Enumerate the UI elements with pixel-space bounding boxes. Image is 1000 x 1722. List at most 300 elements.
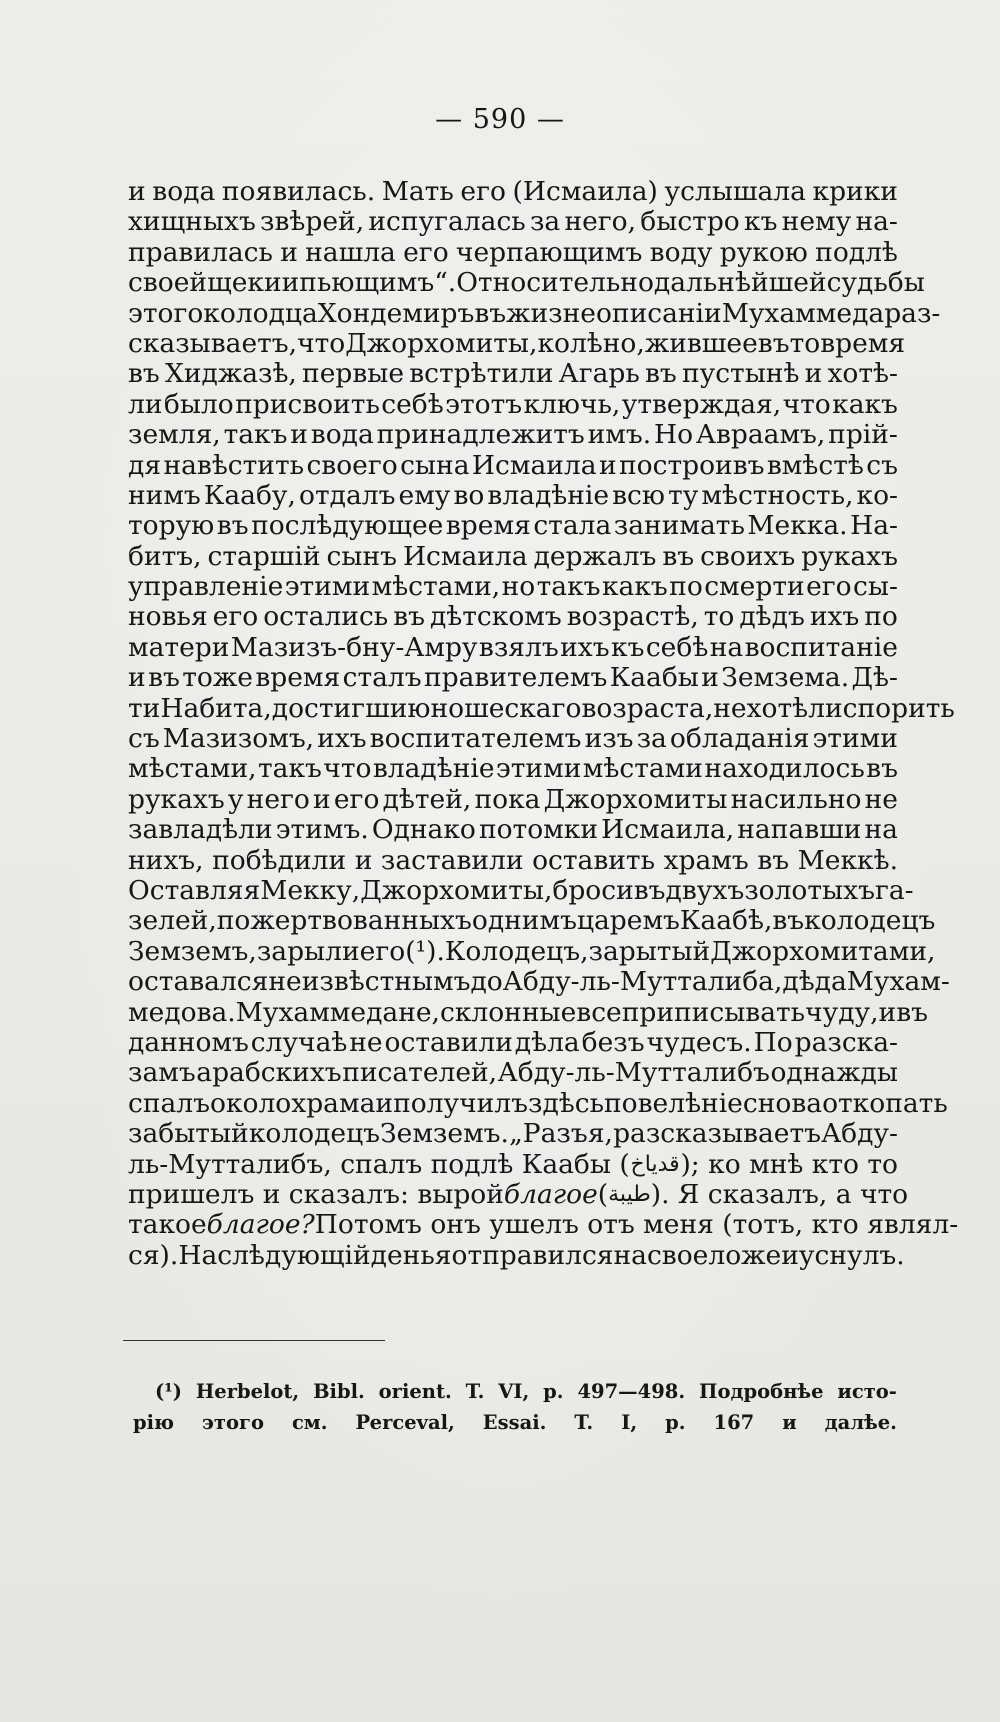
word: въ — [128, 358, 160, 390]
word: Perceval, — [355, 1411, 455, 1434]
word: въ — [896, 996, 928, 1028]
word: см. — [291, 1411, 328, 1434]
word: навѣстить — [163, 449, 305, 481]
open-paren: ( — [597, 1178, 609, 1210]
word: Исмаила — [471, 449, 597, 481]
word: этого — [202, 1411, 264, 1434]
word: въ — [772, 905, 805, 937]
word: побѣдили — [212, 844, 347, 876]
text-line — [128, 1239, 905, 1271]
text-line — [128, 177, 898, 207]
word: къ — [744, 206, 778, 238]
word: въ — [866, 753, 898, 785]
word: него — [246, 783, 310, 815]
word: ему — [398, 479, 451, 511]
word: ключь, — [523, 388, 621, 420]
word: ихъ — [809, 601, 860, 633]
word: подлѣ — [815, 236, 898, 268]
word: пока — [474, 783, 541, 815]
word: разсказываетъ — [613, 1118, 821, 1150]
word: Но — [653, 419, 694, 451]
word: вода — [152, 176, 216, 207]
word: На- — [850, 510, 898, 542]
word: какъ — [832, 388, 898, 420]
word: пустынѣ — [681, 358, 800, 390]
word: я, — [587, 1118, 613, 1150]
word: вмѣстѣ — [766, 449, 864, 481]
word: жизнеописаніи — [506, 297, 722, 329]
word: имъ. — [587, 419, 652, 451]
word: воспитаніе — [744, 631, 898, 663]
word: что — [323, 753, 372, 785]
word: Essai. — [482, 1411, 547, 1434]
word: находилось — [704, 753, 865, 785]
word: владѣніе — [487, 479, 610, 511]
word: не — [864, 783, 898, 815]
word: Джорхомиты — [543, 783, 728, 815]
word: T. — [574, 1411, 594, 1434]
word: Herbelot, — [195, 1380, 300, 1403]
word: на — [709, 631, 744, 663]
word: Колодецъ, — [444, 935, 589, 967]
word: такъ — [536, 571, 601, 603]
word: то — [703, 601, 735, 633]
word: сказываетъ, — [128, 327, 298, 359]
word: воду — [649, 236, 713, 268]
word: пьющимъ“. — [299, 267, 457, 299]
word: зарытый — [588, 935, 711, 967]
word: Относительно — [456, 267, 654, 299]
word: арабскихъ — [196, 1057, 342, 1089]
word: первые — [302, 358, 405, 390]
word: храмъ — [663, 844, 749, 876]
main-paragraph — [128, 176, 959, 1271]
word: и — [280, 236, 298, 268]
word: Земземъ. — [380, 1118, 509, 1150]
text-line — [128, 966, 950, 998]
text-line — [128, 724, 898, 754]
word: замъ — [128, 1057, 196, 1089]
word: разска- — [794, 1026, 898, 1058]
word: въ — [216, 510, 249, 542]
word: въ — [662, 540, 695, 572]
word: занимать — [613, 510, 745, 542]
text-line — [128, 905, 936, 937]
word: отправился — [451, 1239, 614, 1271]
text-line — [128, 1028, 898, 1058]
word: крики — [812, 176, 898, 207]
word: послѣдующее — [251, 510, 444, 542]
word: безъ — [581, 1026, 645, 1058]
word: въ — [757, 844, 790, 876]
text-line — [128, 572, 898, 602]
word: Хиджазѣ, — [164, 358, 297, 390]
text-line — [128, 602, 898, 632]
word: держалъ — [533, 540, 657, 572]
word: царемъ — [576, 905, 680, 937]
word: ко- — [856, 479, 898, 511]
word: напавши — [737, 814, 862, 846]
word: исто- — [837, 1380, 897, 1403]
word: слѣдующій — [217, 1239, 371, 1271]
word: дальнѣйшей — [653, 267, 827, 299]
text-line — [128, 390, 898, 420]
text-line — [128, 633, 898, 663]
word: и — [375, 1087, 394, 1119]
word: медова. — [128, 996, 236, 1028]
word: то — [789, 327, 821, 359]
word: Оставляя — [128, 874, 261, 906]
word: по — [864, 601, 898, 633]
word: спалъ — [128, 1087, 210, 1119]
word: VI, — [498, 1380, 530, 1403]
word: всю — [612, 479, 665, 511]
word: съ — [128, 723, 160, 755]
word: p. — [665, 1411, 686, 1434]
word: случаѣ — [250, 1026, 348, 1058]
word: Дѣ- — [851, 662, 898, 694]
text-line — [128, 297, 941, 329]
word: новья — [128, 601, 208, 633]
word: забытый — [128, 1118, 249, 1150]
text-line — [128, 692, 955, 724]
word: время — [445, 510, 531, 542]
word: мѣстность, — [701, 479, 854, 511]
word: Мухам- — [846, 966, 950, 998]
text-line — [128, 481, 898, 511]
word: и — [281, 267, 300, 299]
word: дѣла — [514, 1026, 580, 1058]
word: Каабу, — [203, 479, 296, 511]
word: торую — [128, 510, 215, 542]
word: Мать — [381, 176, 454, 207]
word: здѣсь — [527, 1087, 605, 1119]
word: насильно — [730, 783, 862, 815]
word: 167 — [713, 1411, 755, 1434]
footnote-divider — [123, 1340, 385, 1341]
word: Исмаила — [402, 540, 528, 572]
word: владѣніе — [372, 753, 495, 785]
word: во — [453, 479, 485, 511]
text-line — [128, 935, 936, 967]
word: Абду-ль-Мутталиба, — [502, 966, 783, 998]
word: данномъ — [128, 1026, 249, 1058]
footnotes — [133, 1376, 897, 1438]
word: день — [370, 1239, 435, 1271]
word: его — [806, 571, 852, 603]
word: черпающимъ — [455, 236, 643, 268]
word: какъ — [601, 571, 668, 603]
arabic-word: طيبة — [608, 1181, 651, 1207]
word: земля, — [128, 419, 221, 451]
word: было — [163, 388, 234, 420]
word: рукахъ — [801, 540, 898, 572]
word: Джорхомитами, — [710, 935, 936, 967]
word: этотъ — [445, 388, 523, 420]
text-line — [128, 451, 898, 481]
word: сына — [400, 449, 470, 481]
word: чуду, — [805, 996, 879, 1028]
line-text-after: ). Я сказалъ, а что — [650, 1178, 909, 1210]
word: судьбы — [826, 267, 925, 299]
word: „Разъ — [509, 1118, 588, 1150]
word: Земзема. — [721, 662, 850, 694]
page-number: — 590 — — [435, 104, 565, 135]
word: воспитателемъ — [369, 723, 582, 755]
word: тоже — [182, 662, 253, 694]
word: Хондемиръ — [317, 297, 475, 329]
text-line — [128, 1119, 898, 1149]
word: Набита, — [160, 692, 272, 724]
word: битъ, — [128, 540, 202, 572]
word: въ — [148, 662, 180, 694]
word: этими — [812, 723, 898, 755]
word: нехотѣли — [713, 692, 843, 724]
word: стала — [533, 510, 612, 542]
word: Исмаила, — [601, 814, 735, 846]
word: и — [354, 844, 373, 876]
word: бросивъ — [552, 874, 666, 906]
word: этимъ. — [275, 814, 369, 846]
word: мѣстами, — [128, 753, 257, 785]
word: не — [349, 1026, 383, 1058]
word: T. — [465, 1380, 485, 1403]
arabic-word: قدياخ — [630, 1151, 680, 1177]
word: пожертвованныхъ — [216, 905, 472, 937]
text-line — [128, 267, 925, 299]
word: Однако — [371, 814, 476, 846]
word: сы- — [853, 571, 898, 603]
word: сынъ — [326, 540, 397, 572]
word: матери — [128, 631, 230, 663]
word: присвоить — [235, 388, 380, 420]
word: Абду- — [821, 1118, 898, 1150]
word: писателей, — [342, 1057, 498, 1089]
word: щеки — [207, 267, 282, 299]
footnote-line — [155, 1376, 897, 1407]
word: своихъ — [700, 540, 796, 572]
word: колодецъ — [804, 905, 936, 937]
word: все — [576, 996, 622, 1028]
word: Агарь — [558, 358, 640, 390]
word: ли — [128, 388, 163, 420]
word: за — [529, 206, 561, 238]
word: что — [782, 388, 831, 420]
word: возрастѣ, — [566, 601, 699, 633]
word: изъ — [584, 723, 634, 755]
word: ихъ — [560, 631, 610, 663]
word: уснулъ. — [798, 1239, 905, 1271]
word: (¹). — [405, 935, 445, 967]
word: его — [212, 601, 259, 633]
word: зелей, — [128, 905, 217, 937]
text-line — [128, 238, 898, 268]
word: хотѣ- — [827, 358, 898, 390]
text-line-arabic-1 — [128, 1150, 898, 1180]
word: повелѣніе — [604, 1087, 743, 1119]
word: себѣ — [381, 388, 444, 420]
word: рію — [133, 1411, 175, 1434]
text-line-arabic-2 — [128, 1178, 909, 1210]
word: далѣе. — [824, 1411, 897, 1434]
word: оставили — [384, 1026, 513, 1058]
word: правителемъ — [424, 662, 608, 694]
word: испугалась — [368, 206, 526, 238]
word: оставался — [128, 966, 269, 998]
word: утверждая, — [621, 388, 782, 420]
text-line — [128, 874, 914, 906]
word: звѣрей, — [260, 206, 365, 238]
word: 497—498. — [577, 1380, 686, 1403]
word: него, — [564, 206, 637, 238]
word: построивъ — [619, 449, 765, 481]
word: дѣдъ — [739, 601, 805, 633]
word: храма — [291, 1087, 376, 1119]
italic-word: благое — [503, 1178, 598, 1210]
text-line-italic — [128, 1209, 959, 1241]
word: на — [864, 814, 898, 846]
word: у — [227, 783, 244, 815]
text-line — [128, 815, 898, 845]
footnote-line — [133, 1407, 897, 1438]
word: I, — [621, 1411, 638, 1434]
word: въ — [644, 358, 677, 390]
word: до — [470, 966, 503, 998]
word: и — [598, 449, 617, 481]
word: откопать — [822, 1087, 948, 1119]
word: я — [434, 1239, 452, 1271]
word: встрѣтили — [409, 358, 554, 390]
word: обладанія — [669, 723, 810, 755]
word: заставили — [380, 844, 524, 876]
word: нашла — [305, 236, 396, 268]
word: мѣстами, — [371, 571, 501, 603]
word: золотыхъ — [744, 874, 875, 906]
word: за — [636, 723, 667, 755]
word: и — [701, 662, 719, 694]
word: нимъ — [128, 479, 201, 511]
word: смерти — [704, 571, 805, 603]
word: но — [501, 571, 536, 603]
text-line — [128, 1058, 898, 1088]
word: сталъ — [342, 662, 422, 694]
word: и — [782, 1411, 797, 1434]
word: быстро — [640, 206, 740, 238]
text-line — [128, 542, 898, 572]
text-line — [128, 996, 928, 1028]
word: Мекка. — [747, 510, 848, 542]
word: и — [128, 662, 146, 694]
word: оставить — [532, 844, 656, 876]
word: этими — [495, 753, 582, 785]
word: и — [290, 419, 308, 451]
word: Джорхомиты, — [360, 874, 553, 906]
word: неизвѣстнымъ — [268, 966, 471, 998]
text-line — [128, 511, 898, 541]
word: и — [878, 996, 897, 1028]
word: Авраамъ, — [695, 419, 826, 451]
word: Bibl. — [313, 1380, 365, 1403]
line-text-before: ль-Мутталибъ, спалъ подлѣ Каабы ( — [128, 1148, 630, 1180]
word: такъ — [223, 419, 288, 451]
italic-word: благое? — [206, 1209, 315, 1241]
word: достигши — [271, 692, 408, 724]
word: въ — [393, 601, 425, 633]
word: приписывать — [621, 996, 806, 1028]
word: и — [313, 783, 331, 815]
word: ложе — [708, 1239, 782, 1271]
word: ту — [668, 479, 699, 511]
word: своего — [306, 449, 398, 481]
word: снова — [742, 1087, 823, 1119]
word: ти — [128, 692, 161, 724]
word: га- — [874, 874, 914, 906]
word: По — [753, 1026, 793, 1058]
word: Джорхомиты, — [345, 327, 538, 359]
word: этими — [284, 571, 371, 603]
word: Мазизомъ, — [162, 723, 315, 755]
word: завладѣли — [128, 814, 273, 846]
word: управленіе — [128, 571, 284, 603]
word: этого — [128, 297, 204, 329]
word: (Исмаила) — [512, 176, 658, 207]
text-line — [128, 207, 898, 237]
word: (¹) — [155, 1380, 182, 1403]
word: и — [781, 1239, 799, 1271]
word: зарыли — [256, 935, 360, 967]
word: прій- — [828, 419, 898, 451]
word: чудесъ. — [646, 1026, 752, 1058]
word: и — [804, 358, 823, 390]
word: раз- — [884, 297, 941, 329]
word: Абду-ль-Мутталибъ — [497, 1057, 770, 1089]
line-text-before: такое — [128, 1209, 207, 1241]
word: нихъ, — [128, 844, 204, 876]
word: ихъ — [317, 723, 367, 755]
word: склонные — [439, 996, 577, 1028]
word: его — [460, 176, 506, 207]
text-line — [128, 327, 906, 359]
word: Каабы — [609, 662, 699, 694]
word: что — [297, 327, 346, 359]
word: себѣ — [645, 631, 709, 663]
word: дя — [128, 449, 162, 481]
word: къ — [611, 631, 645, 663]
word: принадлежитъ — [376, 419, 585, 451]
word: такъ — [258, 753, 322, 785]
word: Мухаммеда — [721, 297, 885, 329]
word: отдалъ — [299, 479, 396, 511]
word: жившее — [644, 327, 758, 359]
text-line — [128, 359, 898, 389]
word: остались — [263, 601, 389, 633]
word: возраста, — [581, 692, 714, 724]
word: Земземъ, — [128, 935, 257, 967]
word: колѣно, — [537, 327, 645, 359]
word: хищныхъ — [128, 206, 256, 238]
word: Мазизъ-бну-Амру — [230, 631, 478, 663]
word: въ — [474, 297, 507, 329]
line-text-after: ); ко мнѣ кто то — [680, 1148, 898, 1180]
word: orient. — [378, 1380, 452, 1403]
word: дѣтей, — [382, 783, 472, 815]
word: получилъ — [393, 1087, 528, 1119]
text-line — [128, 785, 898, 815]
word: и — [128, 176, 146, 207]
text-line — [128, 1087, 948, 1119]
word: въ — [757, 327, 790, 359]
text-line — [128, 754, 898, 784]
